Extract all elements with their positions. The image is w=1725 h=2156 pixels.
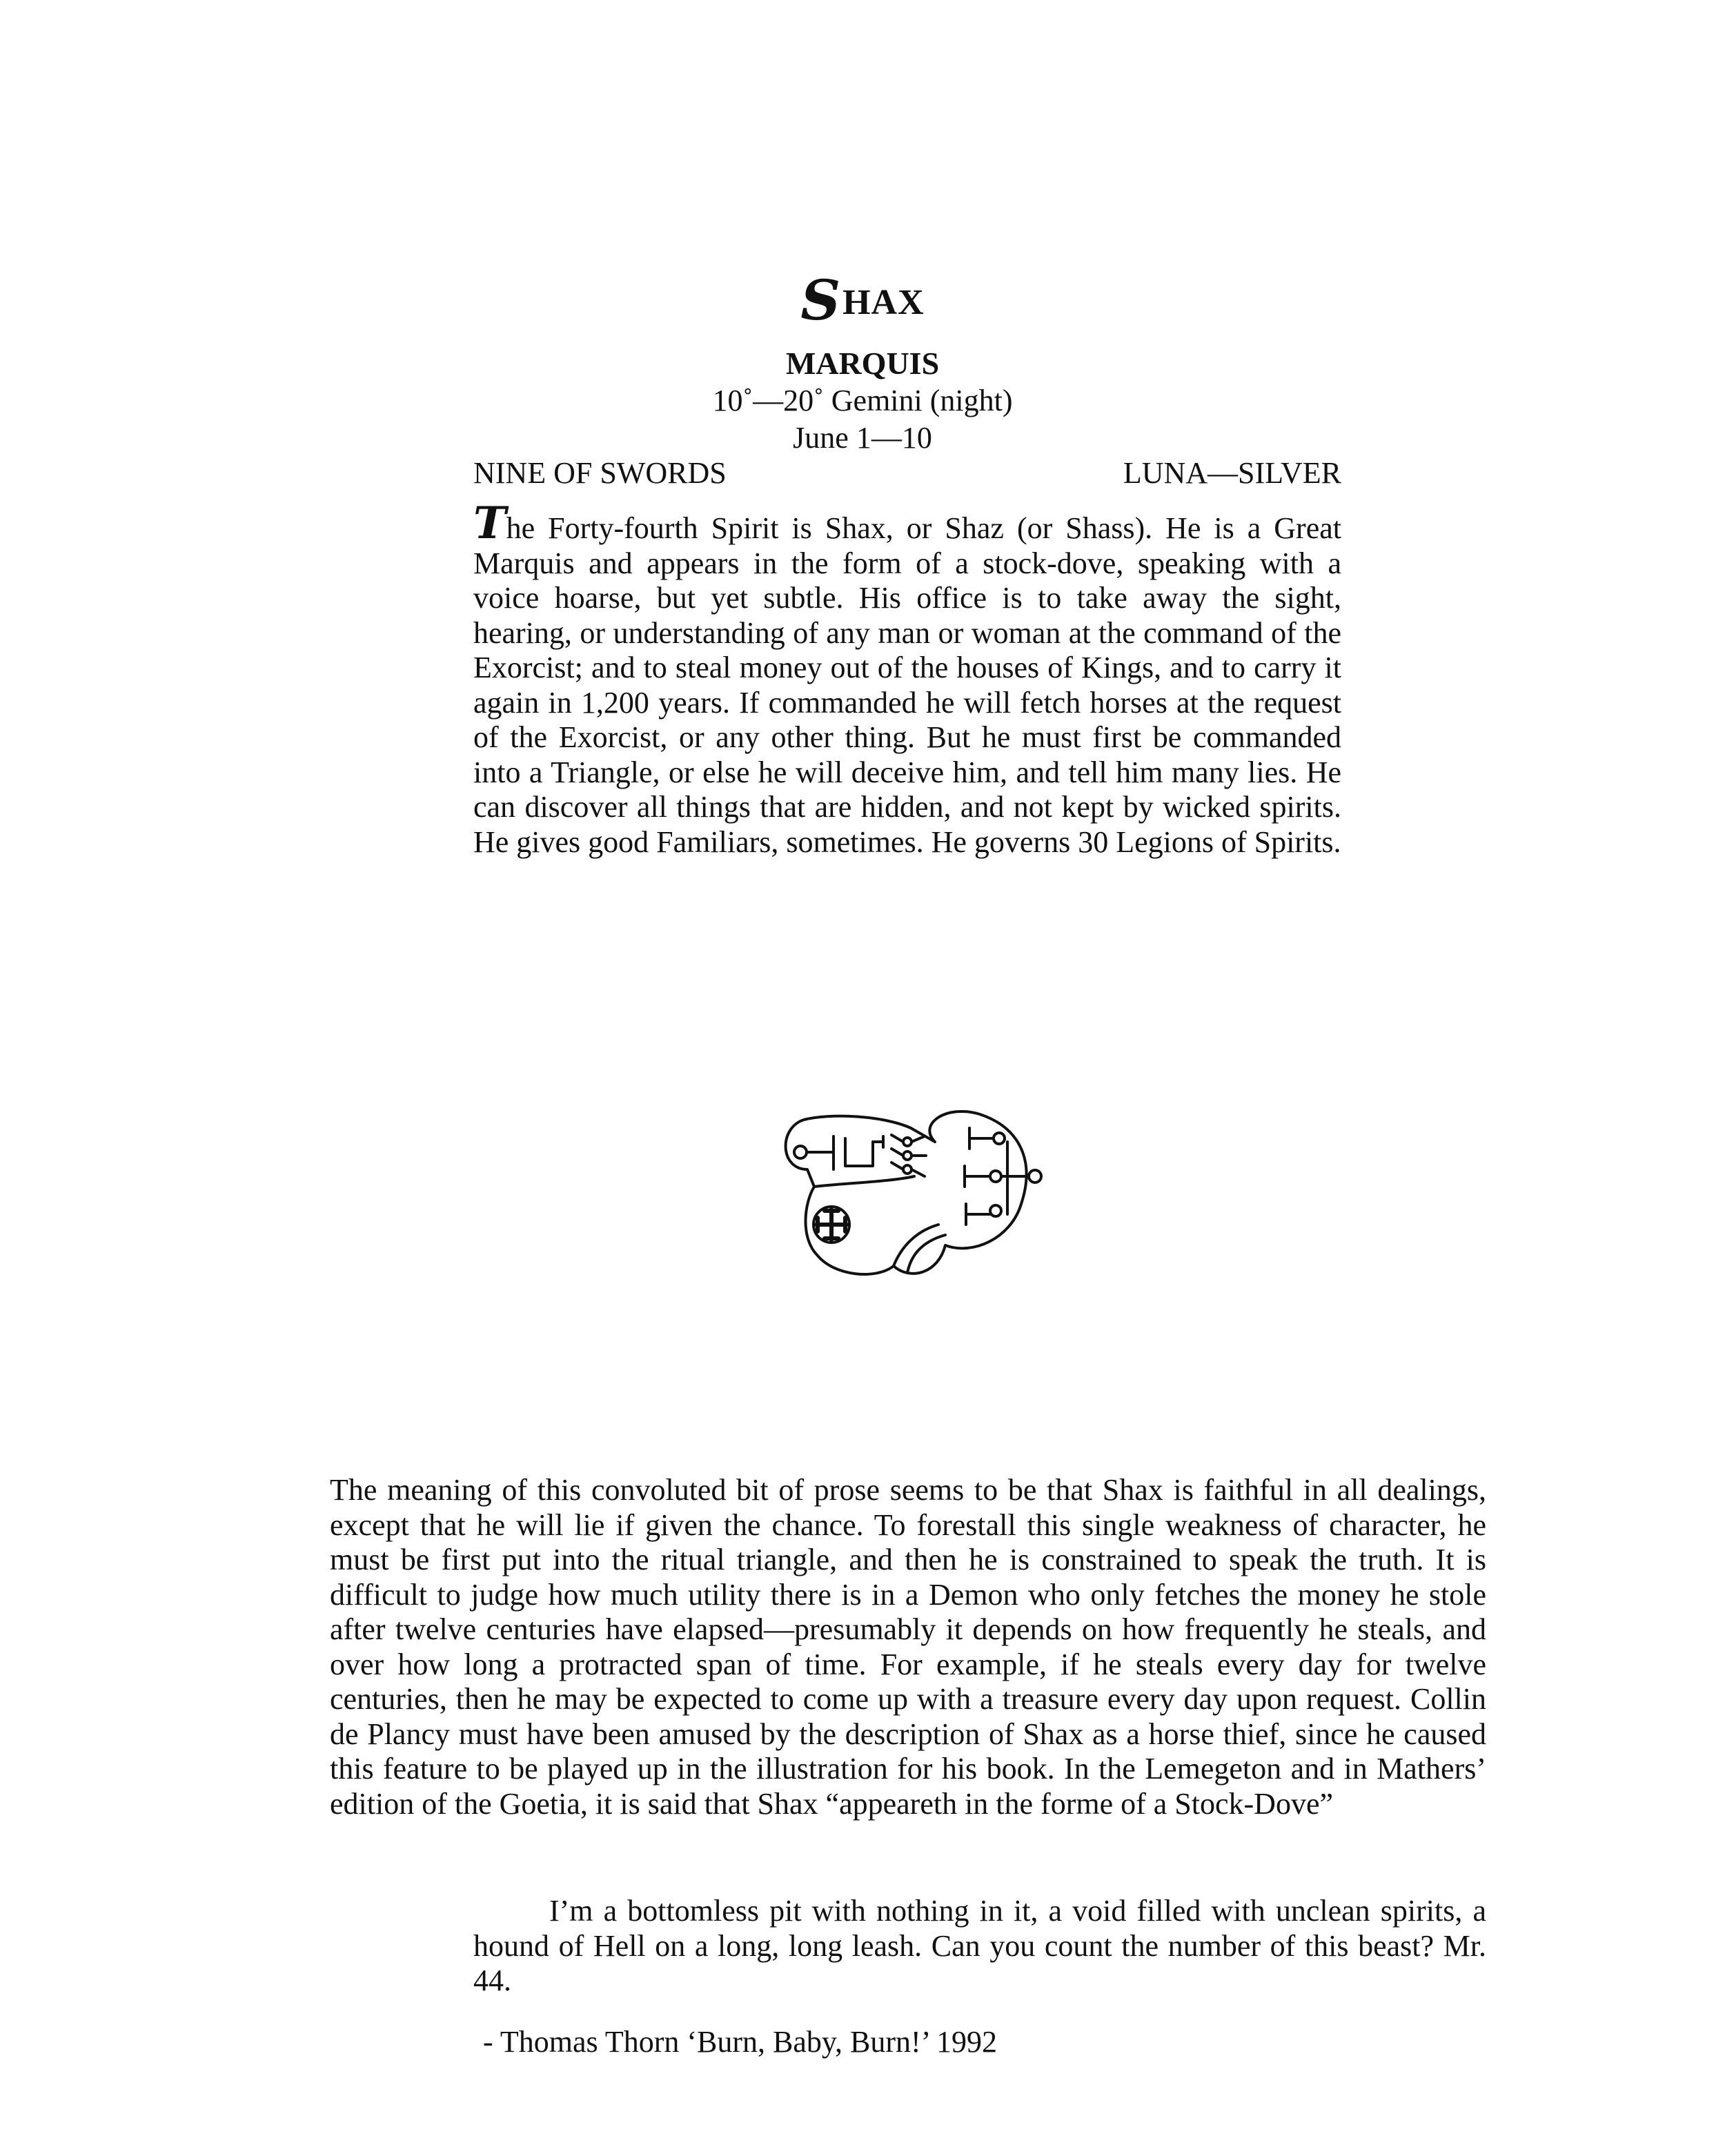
sigil-cross [816,1209,847,1240]
sigil-bracket [845,1136,883,1166]
header-block [0,268,1725,457]
sigil-circle [794,1146,807,1158]
sigil-circle [990,1171,1001,1182]
description-body: he Forty-fourth Spirit is Shax, or Shaz (or Shass). He is a Great Marquis and appears in the form of a stock-dove, speaking with a voice hoarse, but yet subtle. His office is to take away the sight, hearing, or understanding of any man or woman at the command of the Exorcist; and to steal money out of the houses of Kings, and to carry it again in 1,200 years. If commanded he will fetch horses at the request of the Exorcist, or any other thing. But he must first be commanded into a Triangle, or else he will deceive him, and tell him many lies. He can discover all things that are hidden, and not kept by wicked spirits. He gives good Familiars, sometimes. He governs 30 Legions of Spirits. [473,511,1341,859]
sigil-stroke [969,1128,994,1149]
page-title [0,268,1725,333]
goetia-description [473,497,1341,860]
title-initial: S [800,268,842,333]
sigil-stroke [807,1136,834,1169]
shax-sigil-image [773,1100,1049,1287]
planet-metal: LUNA—SILVER [1123,456,1341,490]
dates-line: June 1—10 [793,420,932,455]
sigil-stroke [965,1166,990,1187]
commentary-paragraph: The meaning of this convoluted bit of prose seems to be that Shax is faithful in all dealings, except that he will lie if given the chance. To forestall this single weakness of character, he must be first put into the ritual triangle, and then he is constrained to speak the truth. It is difficult to judge how much utility there is in a Demon who only fetches the money he stole after twelve centuries have elapsed—presumably it depends on how frequently he steals, and over how long a protracted span of time. For example, if he steals every day for twelve centuries, then he may be expected to come up with a treasure every day upon request. Collin de Plancy must have been amused by the description of Shax as a horse thief, since he caused this feature to be played up in the illustration for his book. In the Lemegeton and in Mathers’ edition of the Goetia, it is said that Shax “appeareth in the forme of a Stock-Dove” [330,1473,1486,1821]
sigil-circle [990,1205,1001,1216]
title-rest: HAX [842,283,925,323]
sigil-stroke [966,1204,990,1225]
tarot-card: NINE OF SWORDS [473,456,727,490]
sigil-circle [994,1133,1005,1144]
correspondence-row [473,455,1341,491]
sigil-wing-line-2 [907,1235,945,1273]
drop-cap: T [473,497,506,549]
zodiac-line: 10˚—20˚ Gemini (night) [712,384,1013,418]
sigil-stroke [891,1135,926,1176]
rank-heading: MARQUIS [785,346,940,381]
quote-paragraph: I’m a bottomless pit with nothing in it, a void filled with unclean spirits, a hound of Hell on a long, long leash. Can you count the number of this beast? Mr. 44. [473,1894,1486,1997]
sigil-circle [1029,1170,1041,1183]
sigil-outer-shape [786,1111,1027,1274]
sigil-wing-line [894,1225,938,1266]
sigil-inner-line [814,1176,914,1187]
quote-attribution: - Thomas Thorn ‘Burn, Baby, Burn!’ 1992 [483,2025,998,2059]
